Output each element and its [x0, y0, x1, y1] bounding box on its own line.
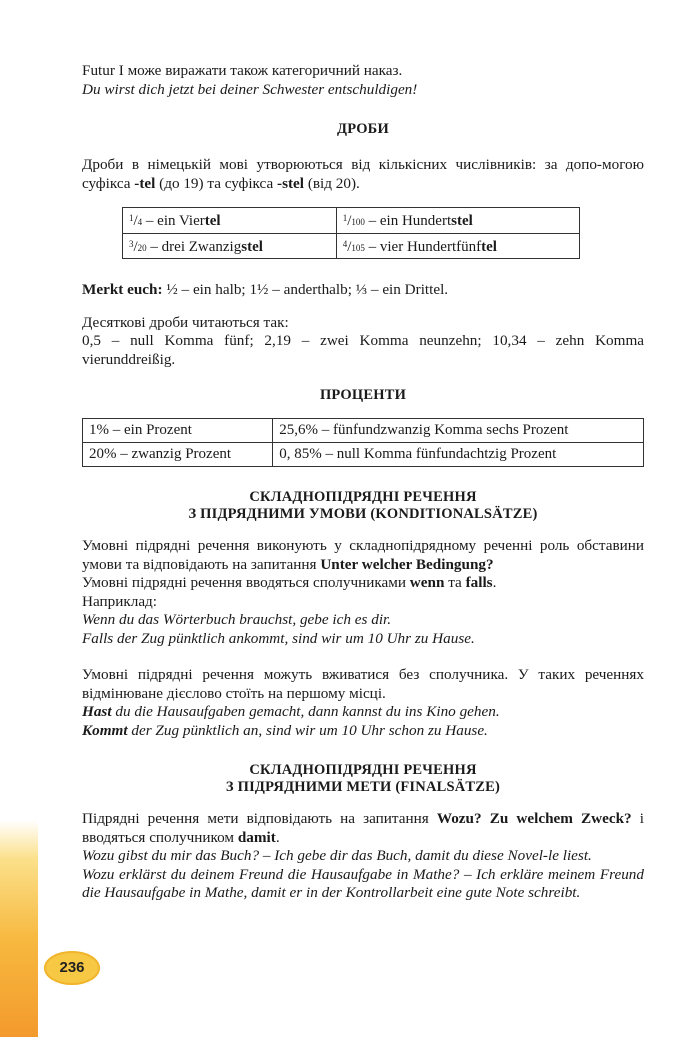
futur-line: Futur I може виражати також категоричний наказ.: [82, 62, 403, 79]
fraction-suffix: stel: [451, 213, 473, 229]
konditional-example-4: [82, 722, 644, 741]
table-cell: $^3$/20 – drei Zwanzigstel: [123, 233, 337, 259]
fraction-text: – ein Vier: [142, 213, 205, 229]
final-example-2: Wozu erklärst du deinem Freund die Hausaufgabe in Mathe? – Ich erkläre meinem Freund die Hausaufgabe in Mathe, damit er in der Kontrollarbeit eine gute Note schreibt.: [82, 865, 644, 901]
final-heading-1: СКЛАДНОПІДРЯДНІ РЕЧЕННЯ: [249, 762, 477, 778]
conjunction-damit: damit: [237, 828, 276, 846]
futur-example: Du wirst dich jetzt bei deiner Schwester entschuldigen!: [82, 80, 418, 98]
final-p1-mid: і вводяться сполучником: [82, 810, 644, 846]
fraction-numerator: 4: [342, 238, 348, 249]
merkt-label: Merkt euch:: [82, 281, 163, 298]
table-row: [83, 443, 644, 467]
konditional-p2-end: .: [492, 574, 497, 591]
percent-heading: ПРОЦЕНТИ: [319, 387, 407, 403]
table-row: [123, 208, 580, 234]
decimal-text: 0,5 – null Komma fünf; 2,19 – zwei Komma neunzehn; 10,34 – zehn Komma vierunddreißig.: [82, 332, 644, 368]
final-question: Wozu? Zu welchem Zweck?: [436, 810, 632, 827]
fraction-text: – ein Hundert: [364, 213, 452, 229]
suffix-stel: -stel: [277, 174, 305, 192]
fraction-numerator: 1: [129, 213, 134, 223]
verb-hast: Hast: [82, 703, 112, 720]
final-p1: [82, 810, 644, 847]
side-color-bar: [0, 820, 38, 1037]
konditional-heading-2: З ПІДРЯДНИМИ УМОВИ (KONDITIONALSÄTZE): [188, 506, 538, 522]
table-cell: $^4$/105 – vier Hundertfünftel: [336, 233, 579, 259]
example-3-rest: du die Hausaufgaben gemacht, dann kannst du ins Kino gehen.: [111, 703, 500, 720]
table-cell: 1% – ein Prozent: [83, 419, 273, 443]
fractions-intro: [82, 156, 644, 193]
fractions-intro-text-1: Дроби в німецькій мові утворюються від кількісних числівників: за допо-могою суфікса: [82, 156, 644, 192]
final-p1-end: .: [275, 828, 280, 846]
fraction-numerator: 3: [129, 238, 134, 249]
fraction-numerator: 1: [342, 213, 348, 223]
page-number: 236: [44, 951, 100, 985]
table-row: [123, 233, 580, 259]
table-cell: 25,6% – fünfundzwanzig Komma sechs Prozent: [273, 419, 644, 443]
konditional-p2-mid: та: [444, 574, 466, 591]
fraction-suffix: tel: [481, 238, 497, 255]
konditional-heading-1: СКЛАДНОПІДРЯДНІ РЕЧЕННЯ: [249, 489, 477, 505]
table-cell: $^1$/4 – ein Viertel: [123, 208, 337, 234]
final-p1-text: Підрядні речення мети відповідають на запитання: [82, 810, 437, 827]
fraction-denominator: 20: [137, 242, 147, 253]
fractions-table: [122, 207, 580, 259]
example-label: Наприклад:: [82, 592, 158, 610]
konditional-example-3: [82, 703, 644, 722]
conjunction-wenn: wenn: [409, 574, 445, 591]
fraction-suffix: tel: [204, 213, 221, 229]
konditional-p1: [82, 537, 644, 574]
final-heading-2: З ПІДРЯДНИМИ МЕТИ (FINALSÄTZE): [225, 779, 501, 795]
example-4-rest: der Zug pünktlich an, sind wir um 10 Uhr schon zu Hause.: [127, 721, 488, 739]
konditional-p2-text: Умовні підрядні речення вводяться сполучниками: [82, 574, 410, 591]
fraction-denominator: 100: [351, 217, 365, 227]
konditional-example-2: Falls der Zug pünktlich ankommt, sind wir um 10 Uhr zu Hause.: [82, 629, 475, 647]
fraction-text: – vier Hundertfünf: [364, 238, 482, 255]
final-example-1: Wozu gibst du mir das Buch? – Ich gebe dir das Buch, damit du diese Novel-le liest.: [82, 847, 592, 864]
conjunction-falls: falls: [465, 574, 493, 591]
table-cell: 0, 85% – null Komma fünfundachtzig Prozent: [273, 443, 644, 467]
page-content: [82, 62, 644, 903]
percent-table: [82, 418, 644, 467]
konditional-p1-text: Умовні підрядні речення виконують у складнопідрядному реченні роль обставини умови та відповідають на запитання: [82, 537, 644, 573]
fractions-intro-text-2: (до 19) та суфікса: [155, 174, 278, 192]
fractions-intro-text-3: (від 20).: [304, 174, 360, 192]
konditional-question: Unter welcher Bedingung?: [320, 555, 494, 573]
table-row: [83, 419, 644, 443]
fraction-denominator: 105: [351, 242, 365, 253]
fraction-text: – drei Zwanzig: [146, 238, 242, 255]
konditional-p3: Умовні підрядні речення можуть вживатися без сполучника. У таких реченнях відмінюване дієслово стоїть на першому місці.: [82, 666, 644, 702]
table-cell: $^1$/100 – ein Hundertstel: [336, 208, 579, 234]
merkt-text: ½ – ein halb; 1½ – anderthalb; ⅓ – ein Drittel.: [162, 281, 449, 298]
fraction-denominator: 4: [137, 217, 143, 227]
fractions-heading: ДРОБИ: [337, 121, 389, 137]
konditional-p2: [82, 574, 644, 593]
fraction-suffix: stel: [241, 238, 263, 255]
verb-kommt: Kommt: [82, 721, 128, 739]
decimal-intro: Десяткові дроби читаються так:: [82, 313, 289, 331]
konditional-example-1: Wenn du das Wörterbuch brauchst, gebe ich es dir.: [82, 611, 392, 628]
merkt-euch: [82, 281, 644, 300]
table-cell: 20% – zwanzig Prozent: [83, 443, 273, 467]
suffix-tel: -tel: [134, 174, 156, 192]
